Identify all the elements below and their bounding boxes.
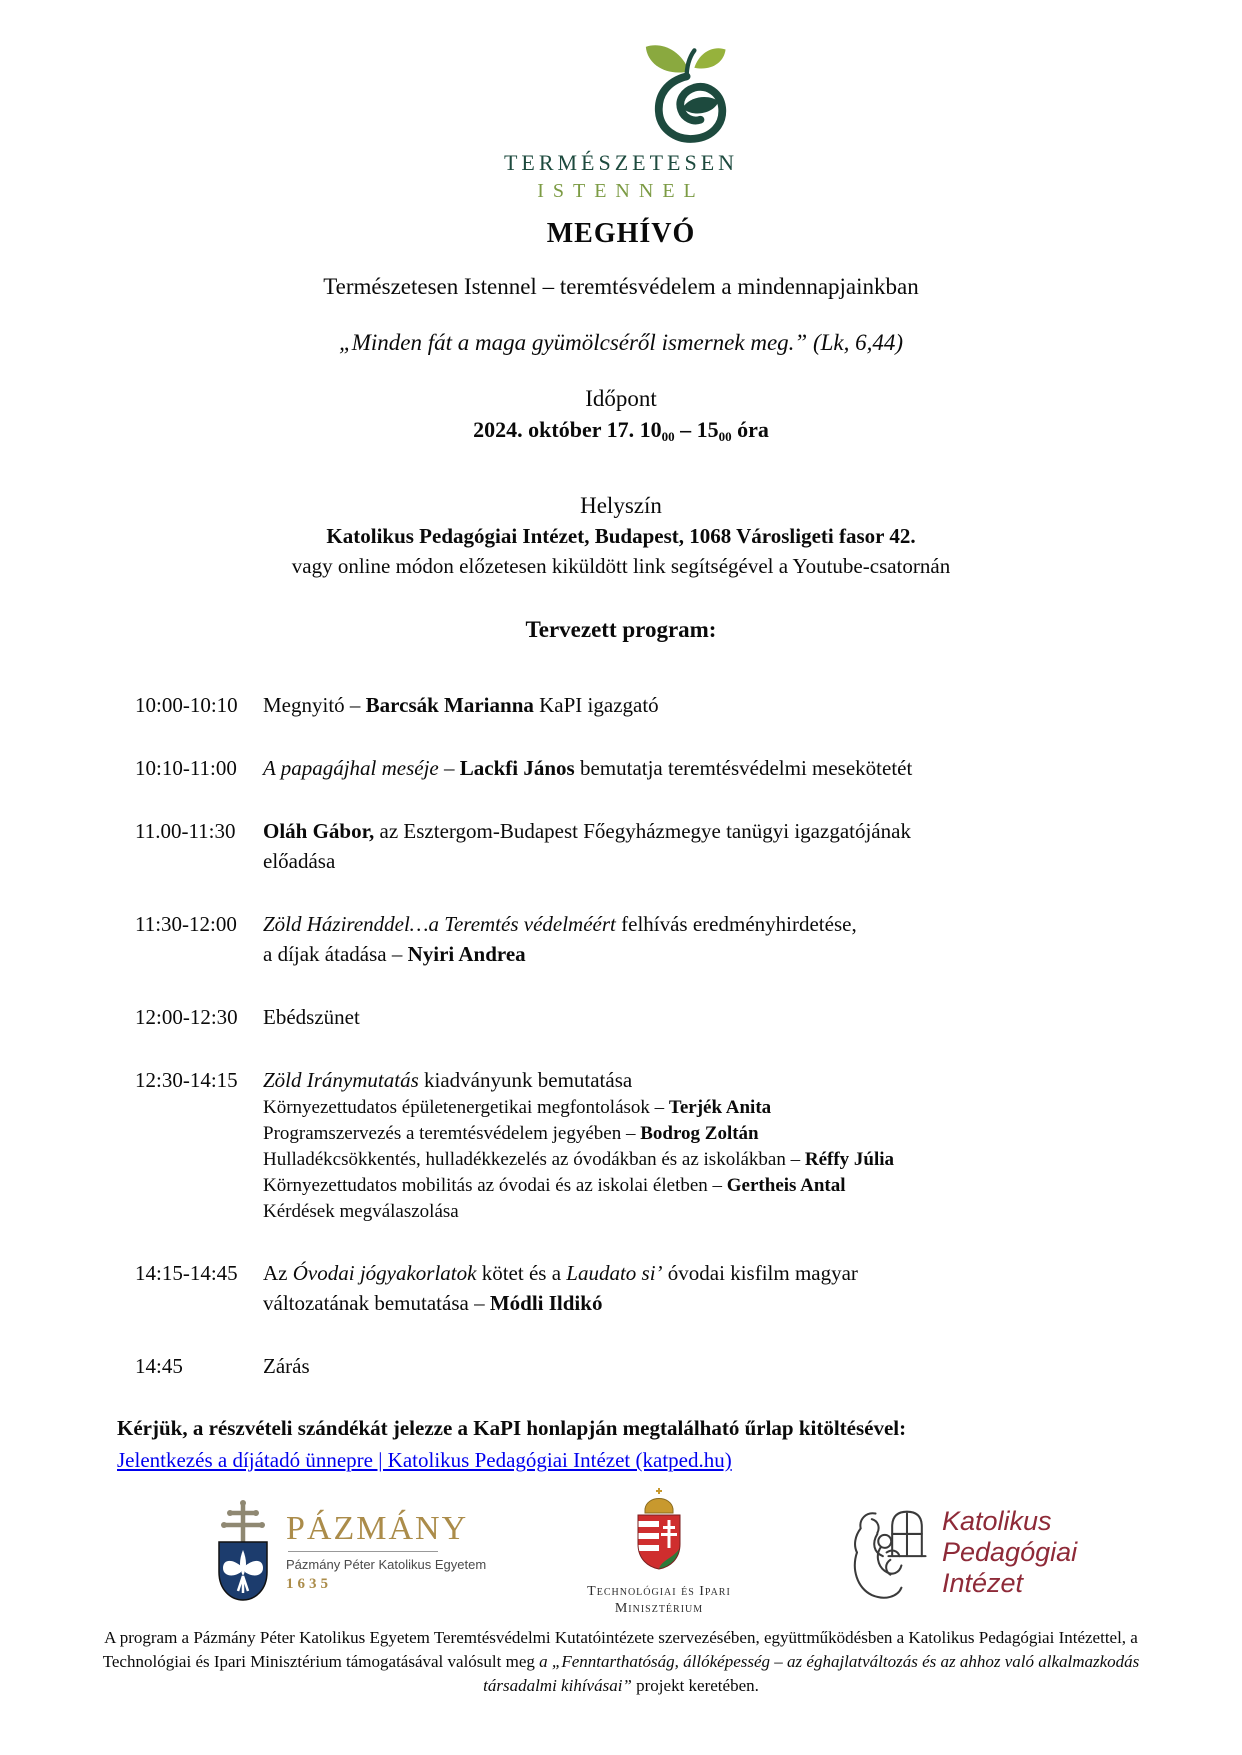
text-segment: Módli Ildikó [489,1291,603,1315]
program-line [263,1095,1145,1121]
kapi-name [942,1506,1077,1599]
text-segment: Ebédszünet [263,1005,360,1029]
program-row [135,909,1145,969]
text-segment: változatának bemutatása – [263,1291,490,1315]
program-line [263,1199,1145,1225]
registration-link[interactable]: Jelentkezés a díjátadó ünnepre | Katolikus Pedagógiai Intézet (katped.hu) [117,1448,732,1472]
sprout-spiral-icon [637,40,737,144]
pazmany-rule [288,1551,438,1552]
program-description [263,690,1145,720]
text-segment: kiadványunk bemutatása [418,1068,633,1092]
text-segment: az Esztergom-Budapest Főegyházmegye tanügyi igazgatójának [374,819,911,843]
program-time: 14:15-14:45 [135,1261,238,1285]
text-segment: Óvodai jógyakorlatok [292,1261,477,1285]
text-segment: Barcsák Marianna [365,693,534,717]
ministry-logo [564,1487,754,1617]
program-time: 14:45 [135,1354,183,1378]
event-address: Katolikus Pedagógiai Intézet, Budapest, 1068 Városligeti fasor 42. [326,524,916,548]
page-title: MEGHÍVÓ [546,218,696,249]
program-line [263,753,1145,783]
kapi-logo [844,1497,1077,1607]
registration-note: Kérjük, a részvételi szándékát jelezze a KaPI honlapján megtalálható űrlap kitöltésével: [117,1416,907,1440]
program-line [263,939,1145,969]
program-line [263,1288,1145,1318]
pazmany-full-name: Pázmány Péter Katolikus Egyetem [286,1557,487,1572]
program-line [263,1002,1145,1032]
kapi-name-line3: Intézet [942,1567,1024,1598]
text-segment: Zárás [263,1354,310,1378]
program-row [135,1351,1145,1381]
kapi-figure-drawing-icon [844,1497,932,1607]
location-label: Helyszín [580,493,662,518]
program-line [263,1065,1145,1095]
partner-logos [212,1494,1242,1616]
text-segment: Réffy Júlia [804,1149,895,1170]
text-segment: Oláh Gábor, [263,819,375,843]
text-segment: Hulladékcsökkentés, hulladékkezelés az óvodákban és az iskolákban – [263,1149,805,1170]
ministry-name-line1: Technológiai és Ipari [587,1584,731,1599]
pazmany-texts [286,1511,486,1593]
datetime-label: Időpont [585,386,657,411]
program-time: 11.00-11:30 [135,819,236,843]
kapi-name-line1: Katolikus [942,1505,1052,1536]
program-line [263,816,1145,846]
program-row [135,753,1145,783]
text-segment: Az [263,1261,293,1285]
event-logo [491,0,751,203]
logo-title: TERMÉSZETESEN [503,150,739,175]
text-segment: Kérdések megválaszolása [263,1201,459,1222]
program-row [135,1065,1145,1225]
text-segment: Laudato si’ [566,1261,663,1285]
date-sub-minutes: 00 [718,429,732,444]
program-description [263,1351,1145,1381]
program-list [135,690,1145,1381]
program-line [263,909,1145,939]
text-segment: a díjak átadása – [263,942,408,966]
kapi-name-line2: Pedagógiai [942,1536,1078,1567]
program-row [135,1258,1145,1318]
program-line [263,846,1145,876]
program-row [135,1002,1145,1032]
program-time: 12:00-12:30 [135,1005,238,1029]
program-description [263,1258,1145,1318]
program-row [135,816,1145,876]
program-line [263,690,1145,720]
date-sub-minutes: 00 [661,429,675,444]
text-segment: Bodrog Zoltán [640,1123,759,1144]
text-segment: óvodai kisfilm magyar [662,1261,858,1285]
registration-section [117,1414,1242,1474]
pazmany-founding-year: 1635 [286,1576,332,1592]
hungarian-coat-of-arms-icon [624,1487,694,1573]
event-datetime [0,415,1242,452]
text-segment: A program a Pázmány Péter Katolikus Egyetem Teremtésvédelmi Kutatóintézete szervezésében, együttműködésben a Katolikus Pedagógiai Intézettel, a Technológiai és Ipari Minisztérium támogatásával valósult meg [102,1628,1138,1671]
program-line [263,1147,1145,1173]
program-time: 11:30-12:00 [135,912,237,936]
program-line [263,1121,1145,1147]
program-time: 12:30-14:15 [135,1068,238,1092]
text-segment: Terjék Anita [668,1097,772,1118]
date-part: – 15 [674,417,719,442]
text-segment: előadása [263,849,336,873]
program-line [263,1351,1145,1381]
text-segment: a „Fenntarthatóság, állóképesség – az éghajlatváltozás és az ahhoz való alkalmazkodás társadalmi kihívásai” [483,1652,1140,1695]
program-description [263,909,1145,969]
program-description [263,753,1145,783]
text-segment: Lackfi János [459,756,575,780]
text-segment: projekt keretében. [631,1676,759,1695]
program-description [263,1002,1145,1032]
text-segment: bemutatja teremtésvédelmi mesekötetét [574,756,913,780]
program-description [263,816,1145,876]
program-line [263,1258,1145,1288]
program-row [135,690,1145,720]
text-segment: A papagájhal meséje [263,756,439,780]
program-heading: Tervezett program: [525,617,717,642]
text-segment: Megnyitó – [263,693,366,717]
text-segment: Gertheis Antal [726,1175,846,1196]
text-segment: Zöld Iránymutatás [263,1068,419,1092]
logo-subtitle: ISTENNEL [537,180,705,202]
date-part: óra [731,417,769,442]
event-subtitle: Természetesen Istennel – teremtésvédelem a mindennapjainkban [323,274,919,299]
text-segment: – [438,756,460,780]
date-part: 2024. október 17. 10 [473,417,662,442]
online-note: vagy online módon előzetesen kiküldött link segítségével a Youtube-csatornán [291,554,951,578]
text-segment: Környezettudatos mobilitás az óvodai és az iskolai életben – [263,1175,727,1196]
text-segment: Nyiri Andrea [407,942,526,966]
text-segment: Zöld Házirenddel…a Teremtés védelméért [263,912,616,936]
program-line [263,1173,1145,1199]
pazmany-crest-icon [212,1500,274,1604]
pazmany-wordmark: PÁZMÁNY [286,1510,469,1547]
text-segment: Környezettudatos épületenergetikai megfontolások – [263,1097,669,1118]
text-segment: kötet és a [476,1261,567,1285]
program-description [263,1065,1145,1225]
scripture-quote: „Minden fát a maga gyümölcséről ismernek meg.” (Lk, 6,44) [338,330,904,355]
footer-text [71,1626,1171,1698]
text-segment: Programszervezés a teremtésvédelem jegyében – [263,1123,641,1144]
ministry-name-line2: Minisztérium [614,1601,704,1616]
text-segment: felhívás eredményhirdetése, [615,912,857,936]
pazmany-university-logo [212,1500,512,1604]
text-segment: KaPI igazgató [533,693,659,717]
program-time: 10:00-10:10 [135,693,238,717]
program-time: 10:10-11:00 [135,756,237,780]
